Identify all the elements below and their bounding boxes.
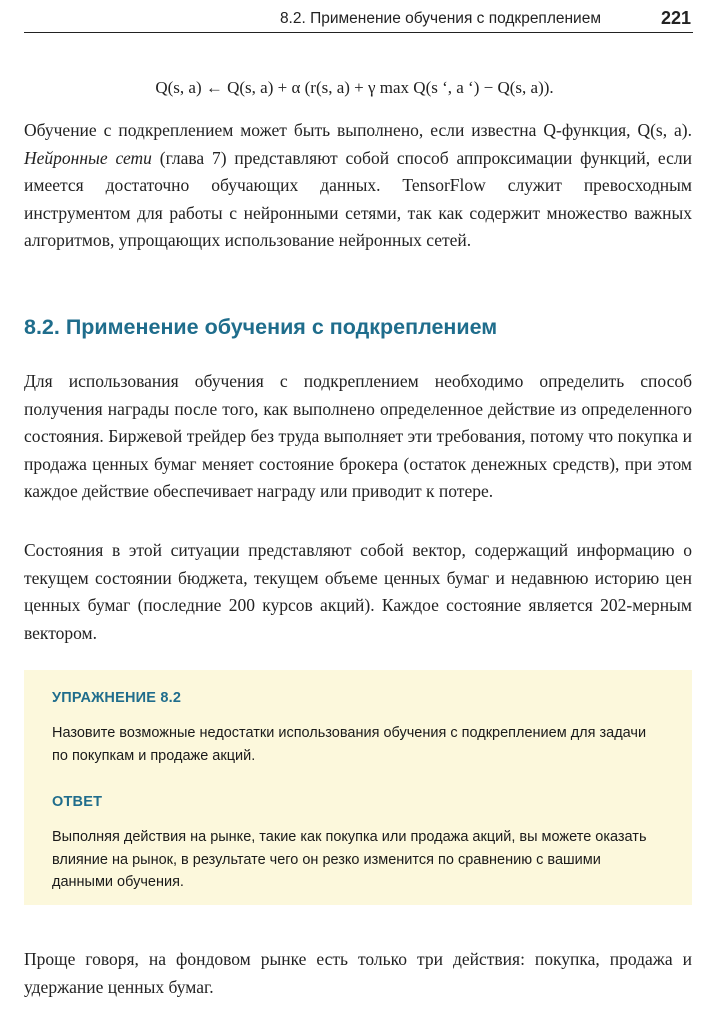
running-header bbox=[24, 8, 693, 33]
exercise-heading: УПРАЖНЕНИЕ 8.2 bbox=[52, 690, 182, 706]
page-number: 221 bbox=[660, 8, 691, 28]
paragraph-q-function bbox=[24, 117, 692, 255]
exercise-text: Назовите возможные недостатки использования обучения с подкреплением для задачи по покупкам и продаже акций. bbox=[52, 725, 647, 764]
section-heading: 8.2. Применение обучения с подкреплением bbox=[24, 315, 498, 339]
paragraph-states: Состояния в этой ситуации представляют собой вектор, содержащий информацию о текущем состоянии бюджета, текущем объеме ценных бумаг и недавнюю историю цен ценных бумаг (последние 200 курсов акций). Каждое состояние является 202-мерным вектором. bbox=[24, 540, 692, 643]
answer-text: Выполняя действия на рынке, такие как покупка или продажа акций, вы можете оказать влияние на рынок, в результате чего он резко изменится по сравнению с вашими данными обучения. bbox=[52, 829, 647, 890]
running-header-title: 8.2. Применение обучения с подкреплением bbox=[279, 10, 601, 27]
answer-heading: ОТВЕТ bbox=[52, 794, 103, 810]
paragraph-q-function-text-2: (глава 7) представляют собой способ аппроксимации функций, если имеется достаточно обучающих данных. TensorFlow служит превосходным инструментом для работы с нейронными сетями, так как содержит множество важных алгоритмов, упрощающих использование нейронных сетей. bbox=[24, 147, 692, 250]
paragraph-actions: Проще говоря, на фондовом рынке есть только три действия: покупка, продажа и удержание ценных бумаг. bbox=[24, 949, 692, 997]
paragraph-reward: Для использования обучения с подкреплением необходимо определить способ получения награды после того, как выполнено определенное действие из определенного состояния. Биржевой трейдер без труда выполняет эти требования, потому что покупка и продажа ценных бумаг меняет состояние брокера (остаток денежных средств), при этом каждое действие обеспечивает награду или приводит к потере. bbox=[24, 371, 692, 501]
q-learning-formula: Q(s, a) ← Q(s, a) + α (r(s, a) + γ max Q(s ‘, a ‘) − Q(s, a)). bbox=[155, 78, 554, 97]
neural-networks-term: Нейронные сети bbox=[24, 147, 152, 168]
paragraph-q-function-text-1: Обучение с подкреплением может быть выполнено, если известна Q-функция, Q(s, a). bbox=[24, 120, 692, 140]
